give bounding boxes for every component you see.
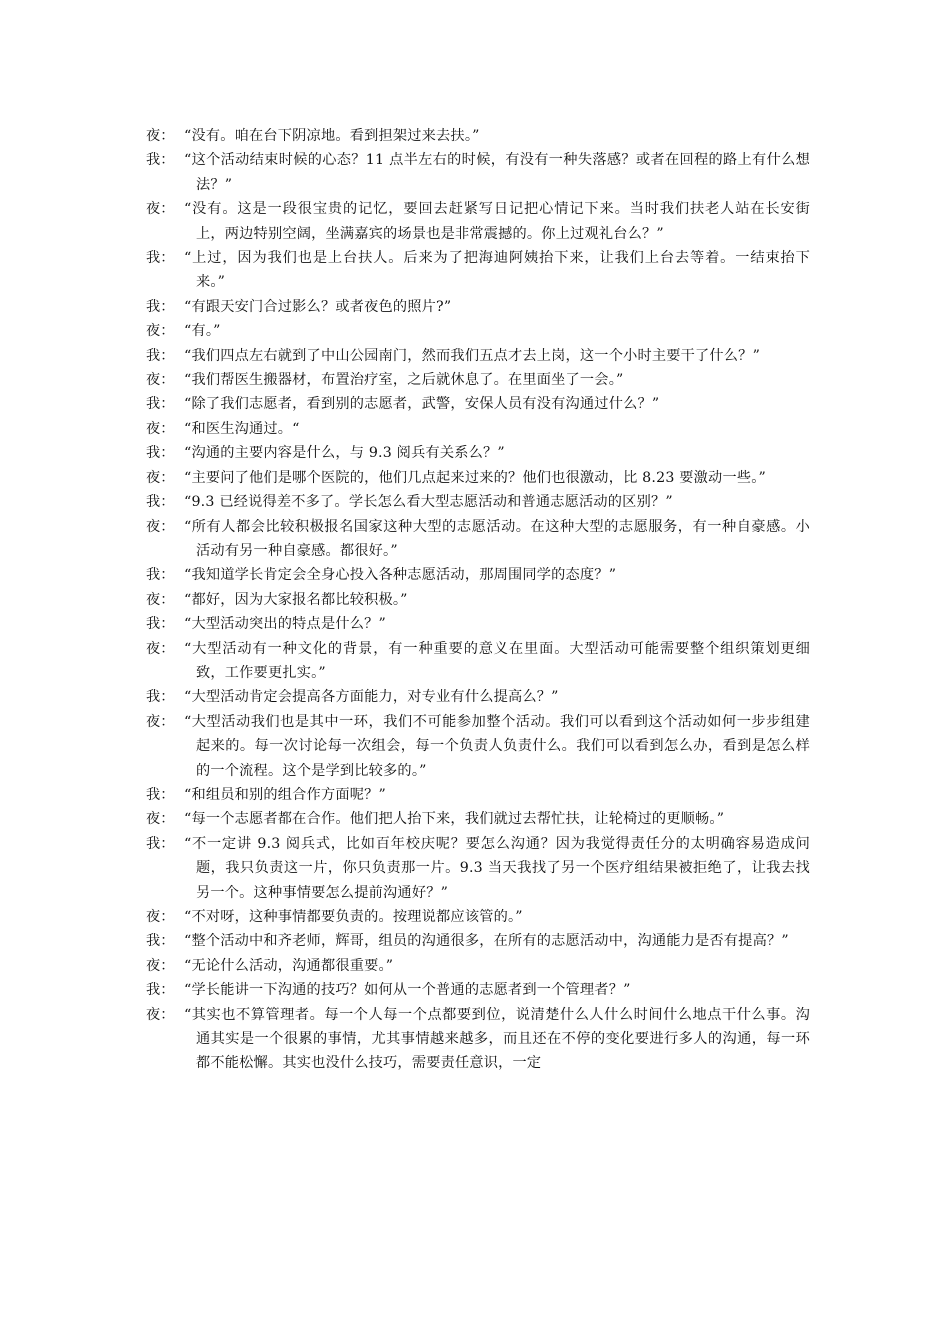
- dialogue-text: “沟通的主要内容是什么，与 9.3 阅兵有关系么？”: [184, 445, 505, 462]
- dialogue-text: “这个活动结束时候的心态？11 点半左右的时候，有没有一种失落感？或者在回程的路上有什么想法？”: [184, 152, 810, 193]
- dialogue-entry: [146, 929, 810, 953]
- dialogue-text: “其实也不算管理者。每一个人每一个点都要到位，说清楚什么人什么时间什么地点干什么事。沟通其实是一个很累的事情，尤其事情越来越多，而且还在不停的变化要进行多人的沟通，每一环都不能松懈。其实也没什么技巧，需要责任意识，一定: [184, 1006, 810, 1072]
- dialogue-entry: [146, 197, 810, 246]
- speaker-label: 我：: [146, 152, 175, 169]
- speaker-label: 夜：: [146, 811, 175, 828]
- dialogue-text: “主要问了他们是哪个医院的，他们几点起来过来的？他们也很激动，比 8.23 要激动一些。”: [184, 469, 766, 486]
- speaker-label: 夜：: [146, 591, 175, 608]
- speaker-label: 夜：: [146, 1006, 175, 1023]
- speaker-label: 我：: [146, 250, 175, 267]
- dialogue-entry: [146, 295, 810, 319]
- dialogue-entry: [146, 515, 810, 564]
- speaker-label: 我：: [146, 933, 175, 950]
- dialogue-entry: [146, 368, 810, 392]
- dialogue-entry: [146, 563, 810, 587]
- speaker-label: 我：: [146, 982, 175, 999]
- dialogue-text: “学长能讲一下沟通的技巧？如何从一个普通的志愿者到一个管理者？”: [184, 982, 631, 999]
- speaker-label: 我：: [146, 689, 175, 706]
- dialogue-entry: [146, 807, 810, 831]
- speaker-label: 夜：: [146, 128, 175, 144]
- dialogue-entry: [146, 612, 810, 636]
- dialogue-entry: [146, 685, 810, 709]
- speaker-label: 我：: [146, 396, 175, 413]
- speaker-label: 夜：: [146, 323, 175, 340]
- dialogue-entry: [146, 1003, 810, 1076]
- speaker-label: 我：: [146, 445, 175, 462]
- dialogue-text: “不对呀，这种事情都要负责的。按理说都应该管的。”: [184, 909, 523, 925]
- dialogue-entry: [146, 588, 810, 612]
- dialogue-entry: [146, 978, 810, 1002]
- dialogue-entry: [146, 832, 810, 905]
- speaker-label: 我：: [146, 494, 175, 511]
- dialogue-entry: [146, 148, 810, 197]
- dialogue-text: “上过，因为我们也是上台扶人。后来为了把海迪阿姨抬下来，让我们上台去等着。一结束抬下来。”: [184, 250, 810, 291]
- dialogue-text: “我知道学长肯定会全身心投入各种志愿活动，那周围同学的态度？”: [184, 567, 617, 584]
- dialogue-entry: [146, 905, 810, 929]
- speaker-label: 夜：: [146, 372, 175, 389]
- dialogue-entry: [146, 246, 810, 295]
- dialogue-text: “和组员和别的组合作方面呢？”: [184, 786, 386, 803]
- dialogue-entry: [146, 490, 810, 514]
- dialogue-text: “有。”: [184, 323, 221, 340]
- speaker-label: 夜：: [146, 640, 175, 657]
- dialogue-entry: [146, 466, 810, 490]
- dialogue-entry: [146, 124, 810, 148]
- speaker-label: 我：: [146, 298, 175, 315]
- dialogue-text: “都好，因为大家报名都比较积极。”: [184, 591, 408, 608]
- dialogue-entry: [146, 783, 810, 807]
- dialogue-text: “没有。咱在台下阴凉地。看到担架过来去扶。”: [184, 128, 480, 144]
- speaker-label: 我：: [146, 347, 175, 364]
- dialogue-text: “大型活动有一种文化的背景，有一种重要的意义在里面。大型活动可能需要整个组织策划更细致，工作要更扎实。”: [184, 640, 810, 681]
- dialogue-text: “除了我们志愿者，看到别的志愿者，武警，安保人员有没有沟通过什么？”: [184, 396, 660, 413]
- dialogue-entry: [146, 710, 810, 783]
- speaker-label: 我：: [146, 567, 175, 584]
- dialogue-text: “有跟天安门合过影么？或者夜色的照片?”: [184, 298, 452, 315]
- speaker-label: 夜：: [146, 518, 175, 535]
- dialogue-entry: [146, 417, 810, 441]
- transcript-page: [146, 124, 810, 1076]
- dialogue-text: “9.3 已经说得差不多了。学长怎么看大型志愿活动和普通志愿活动的区别？”: [184, 494, 673, 511]
- speaker-label: 我：: [146, 835, 175, 852]
- speaker-label: 我：: [146, 786, 175, 803]
- dialogue-entry: [146, 954, 810, 978]
- speaker-label: 夜：: [146, 469, 175, 486]
- speaker-label: 夜：: [146, 909, 175, 925]
- dialogue-text: “整个活动中和齐老师，辉哥，组员的沟通很多，在所有的志愿活动中，沟通能力是否有提高？”: [184, 933, 789, 950]
- dialogue-entry: [146, 392, 810, 416]
- speaker-label: 夜：: [146, 420, 175, 437]
- speaker-label: 夜：: [146, 957, 175, 974]
- dialogue-text: “大型活动肯定会提高各方面能力，对专业有什么提高么？”: [184, 689, 559, 706]
- dialogue-entry: [146, 319, 810, 343]
- dialogue-text: “大型活动突出的特点是什么？”: [184, 616, 386, 633]
- speaker-label: 夜：: [146, 713, 175, 730]
- dialogue-entry: [146, 344, 810, 368]
- dialogue-entry: [146, 441, 810, 465]
- speaker-label: 我：: [146, 616, 175, 633]
- speaker-label: 夜：: [146, 201, 175, 218]
- dialogue-text: “没有。这是一段很宝贵的记忆，要回去赶紧写日记把心情记下来。当时我们扶老人站在长安街上，两边特别空阔，坐满嘉宾的场景也是非常震撼的。你上过观礼台么？”: [184, 201, 810, 242]
- dialogue-text: “无论什么活动，沟通都很重要。”: [184, 957, 394, 974]
- dialogue-entry: [146, 637, 810, 686]
- dialogue-text: “我们四点左右就到了中山公园南门，然而我们五点才去上岗，这一个小时主要干了什么？”: [184, 347, 761, 364]
- dialogue-text: “大型活动我们也是其中一环，我们不可能参加整个活动。我们可以看到这个活动如何一步步组建起来的。每一次讨论每一次组会，每一个负责人负责什么。我们可以看到怎么办，看到是怎么样的一个流程。这个是学到比较多的。”: [184, 713, 810, 779]
- dialogue-text: “所有人都会比较积极报名国家这种大型的志愿活动。在这种大型的志愿服务，有一种自豪感。小活动有另一种自豪感。都很好。”: [184, 518, 810, 559]
- dialogue-text: “不一定讲 9.3 阅兵式，比如百年校庆呢？要怎么沟通？因为我觉得责任分的太明确容易造成问题，我只负责这一片，你只负责那一片。9.3 当天我找了另一个医疗组结果被拒绝了，让我去找另一个。这种事情要怎么提前沟通好？”: [184, 835, 810, 901]
- dialogue-text: “和医生沟通过。“: [184, 420, 300, 437]
- dialogue-text: “我们帮医生搬器材，布置治疗室，之后就休息了。在里面坐了一会。”: [184, 372, 624, 389]
- dialogue-text: “每一个志愿者都在合作。他们把人抬下来，我们就过去帮忙扶，让轮椅过的更顺畅。”: [184, 811, 725, 828]
